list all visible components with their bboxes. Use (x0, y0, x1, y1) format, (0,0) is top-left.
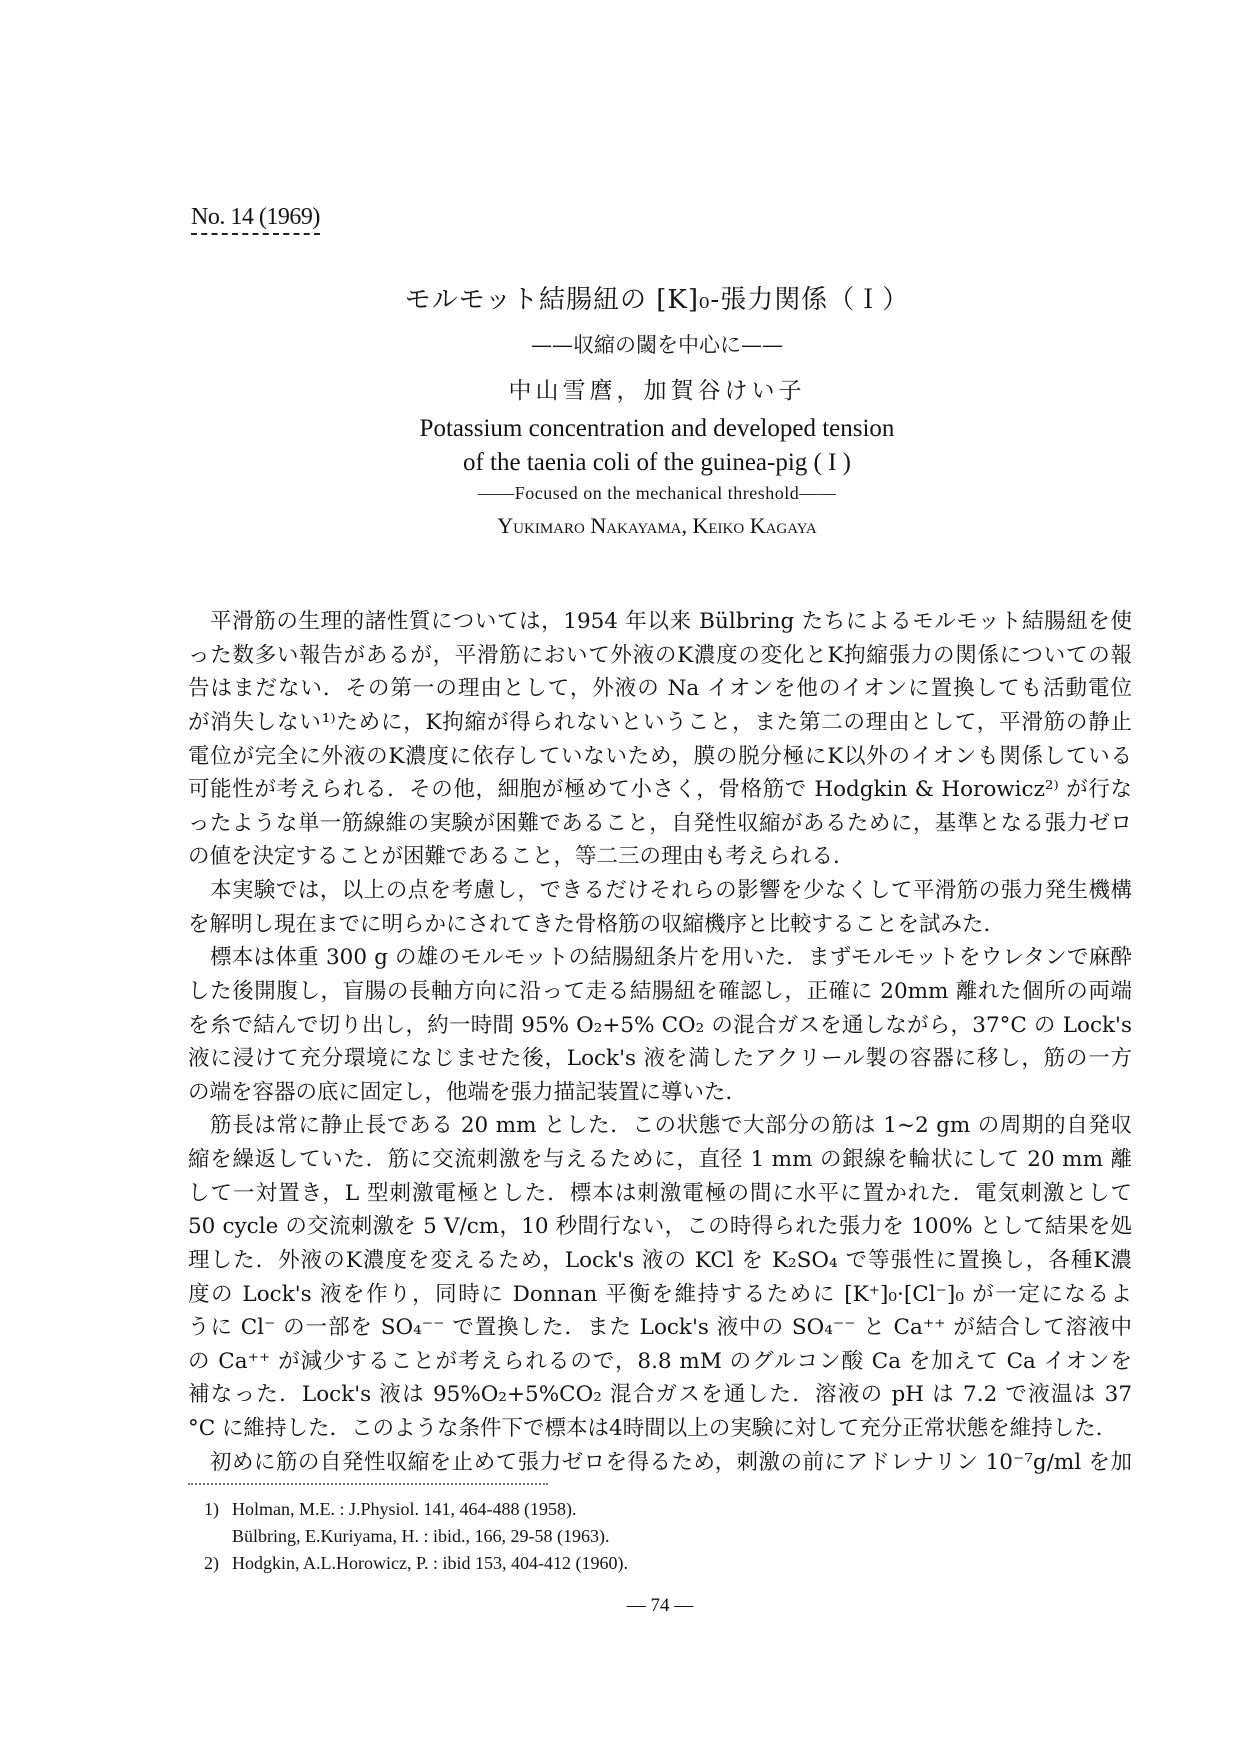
footnote-text: Holman, M.E. : J.Physiol. 141, 464-488 (1958). (232, 1499, 577, 1519)
body-line: 平滑筋の生理的諸性質については，1954 年以来 Bülbring たちによるモルモット結腸紐を使 (210, 609, 1132, 634)
body-line: 度の Lock's 液を作り，同時に Donnan 平衡を維持するために [K⁺]₀·[Cl⁻]₀ が一定になるよ (188, 1281, 1132, 1307)
journal-issue-header: No. 14 (1969) (191, 204, 320, 235)
english-title-line-2: of the taenia coli of the guinea-pig ( I ) (462, 449, 852, 476)
body-line: を糸で結んで切り出し，約一時間 95% O₂+5% CO₂ の混合ガスを通しながら，37°C の Lock's (188, 1012, 1132, 1038)
footnote (204, 1550, 628, 1577)
body-line: の端を容器の底に固定し，他端を張力描記装置に導いた． (188, 1079, 748, 1105)
body-line: の値を決定することが困難であること，等二三の理由も考えられる． (188, 844, 855, 870)
body-line: 初めに筋の自発性収縮を止めて張力ゼロを得るため，刺激の前にアドレナリン 10⁻⁷g/ml を加 (210, 1449, 1132, 1475)
body-line: の Ca⁺⁺ が減少することが考えられるので，8.8 mM のグルコン酸 Ca を加えて Ca イオンを (188, 1348, 1132, 1374)
footnote-number: 2) (204, 1553, 219, 1573)
body-line: 筋長は常に静止長である 20 mm とした．この状態で大部分の筋は 1~2 gm の周期的自発収 (210, 1113, 1132, 1139)
japanese-authors: 中山雪麿，加賀谷けい子 (508, 378, 806, 404)
japanese-title: モルモット結腸紐の [K]₀-張力関係（Ｉ） (404, 285, 910, 315)
body-line: 電位が完全に外液のK濃度に依存していないため，膜の脱分極にK以外のイオンも関係している (188, 743, 1132, 769)
body-line: °C に維持した．このような条件下で標本は4時間以上の実験に対して充分正常状態を維持した． (188, 1416, 1118, 1441)
body-line: 告はまだない．その第一の理由として，外液の Na イオンを他のイオンに置換しても活動電位 (188, 676, 1132, 702)
footnotes (204, 1496, 628, 1577)
body-line: 標本は体重 300 g の雄のモルモットの結腸紐条片を用いた．まずモルモットをウレタンで麻酔 (210, 945, 1132, 971)
body-line: ったような単一筋線維の実験が困難であること，自発性収縮があるために，基準となる張力ゼロ (188, 810, 1132, 836)
english-title-line-1: Potassium concentration and developed tension (419, 415, 895, 442)
english-authors: Yukimaro Nakayama, Keiko Kagaya (497, 513, 817, 538)
footnote (204, 1496, 628, 1523)
body-line: 50 cycle の交流刺激を 5 V/cm，10 秒間行ない，この時得られた張力を 100% として結果を処 (188, 1214, 1132, 1240)
body-line: 液に浸けて充分環境になじませた後，Lock's 液を満したアクリール製の容器に移し，筋の一方 (188, 1046, 1132, 1072)
body-line: った数多い報告があるが，平滑筋において外液のK濃度の変化とK拘縮張力の関係についての報 (188, 642, 1132, 668)
body-text (188, 605, 1132, 1479)
footnote-text: Bülbring, E.Kuriyama, H. : ibid., 166, 29-58 (1963). (232, 1526, 610, 1546)
body-line: して一対置き，L 型刺激電極とした．標本は刺激電極の間に水平に置かれた．電気刺激として (188, 1180, 1132, 1206)
body-line: 補なった．Lock's 液は 95%O₂+5%CO₂ 混合ガスを通した．溶液の pH は 7.2 で液温は 37 (188, 1382, 1132, 1408)
body-line: 本実験では，以上の点を考慮し，できるだけそれらの影響を少なくして平滑筋の張力発生機構 (210, 878, 1132, 903)
page-number: — 74 — (626, 1595, 694, 1616)
body-line: 理した．外液のK濃度を変えるため，Lock's 液の KCl を K₂SO₄ で等張性に置換し，各種K濃 (188, 1247, 1132, 1273)
body-line: した後開腹し，盲腸の長軸方向に沿って走る結腸紐を確認し，正確に 20mm 離れた個所の両端 (188, 978, 1132, 1004)
body-line: 可能性が考えられる．その他，細胞が極めて小さく，骨格筋で Hodgkin & Horowicz²⁾ が行な (188, 777, 1132, 803)
body-line: が消失しない¹⁾ために，K拘縮が得られないということ，また第二の理由として，平滑筋の静止 (188, 709, 1132, 735)
japanese-subtitle: ——収縮の閾を中心に—— (531, 333, 783, 357)
body-line: うに Cl⁻ の一部を SO₄⁻⁻ で置換した．また Lock's 液中の SO₄⁻⁻ と Ca⁺⁺ が結合して溶液中 (188, 1315, 1132, 1341)
footnote (204, 1523, 628, 1550)
footnote-text: Hodgkin, A.L.Horowicz, P. : ibid 153, 404-412 (1960). (232, 1553, 628, 1573)
english-subtitle: ——Focused on the mechanical threshold—— (477, 483, 837, 503)
body-line: を解明し現在までに明らかにされてきた骨格筋の収縮機序と比較することを試みた． (188, 911, 1006, 937)
footnote-divider (188, 1483, 548, 1485)
body-line: 縮を繰返していた．筋に交流刺激を与えるために，直径 1 mm の銀線を輪状にして 20 mm 離 (188, 1147, 1132, 1172)
footnote-number: 1) (204, 1499, 219, 1519)
